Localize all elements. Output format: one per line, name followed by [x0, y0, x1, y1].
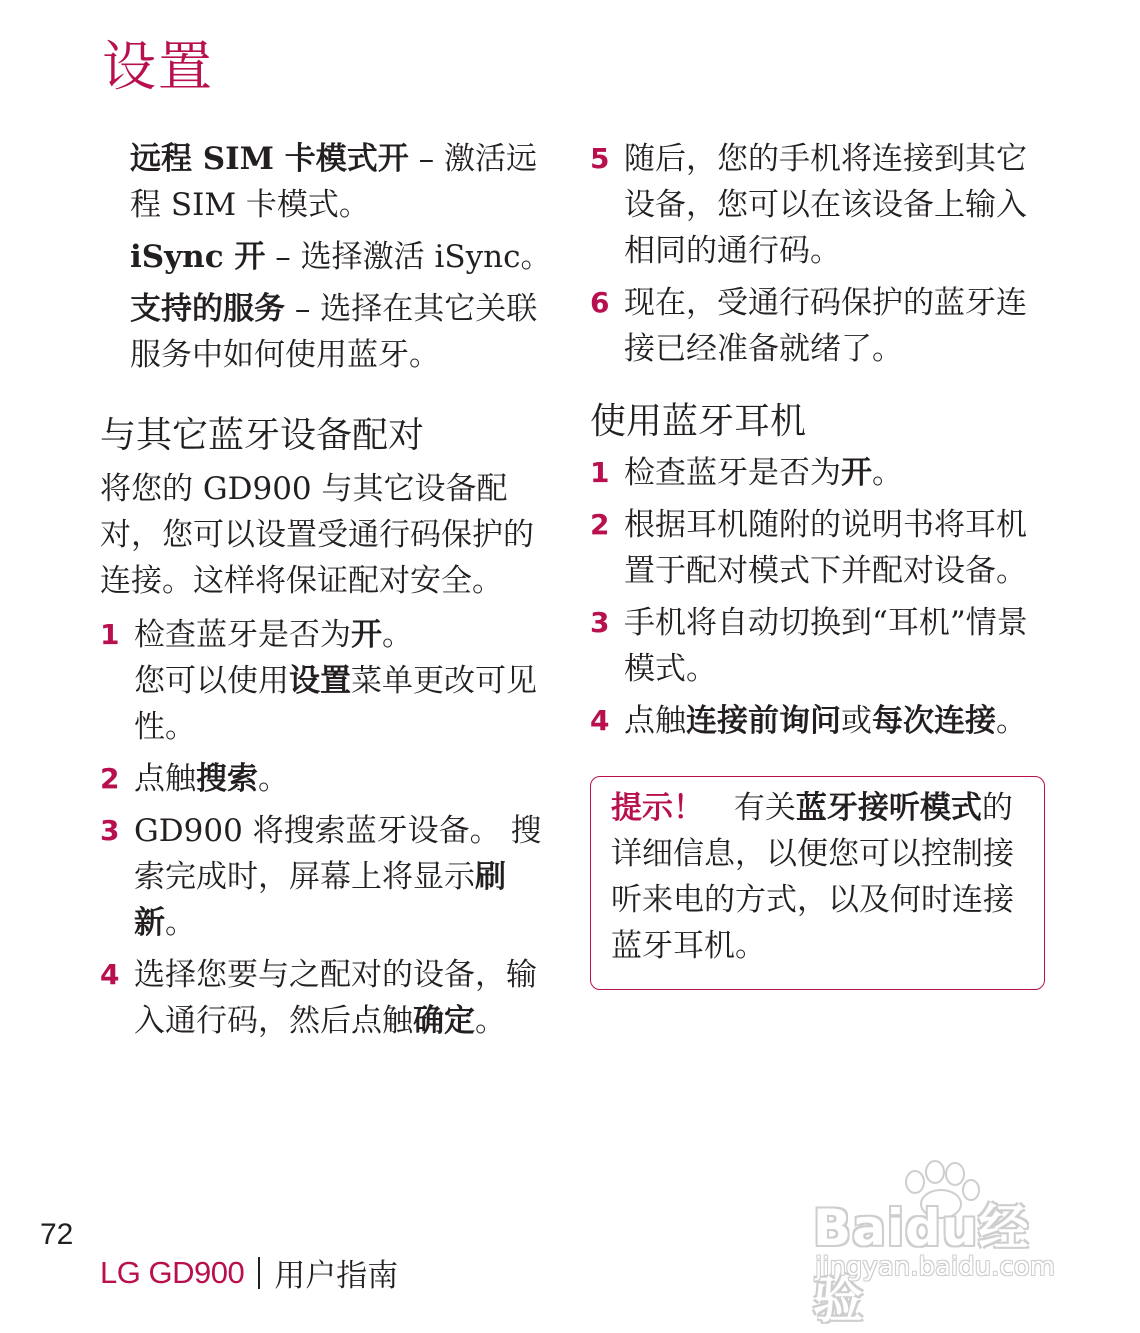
- option-isync: [130, 234, 555, 280]
- headset-step: [590, 450, 1030, 496]
- step-number: 6: [590, 286, 610, 319]
- option-desc: – 选择在其它关联服务中如何使用蓝牙。: [130, 291, 538, 373]
- right-column: [590, 136, 1030, 750]
- headset-step: [590, 502, 1030, 594]
- section-heading-pair: 与其它蓝牙设备配对: [100, 415, 425, 456]
- option-desc: – 选择激活 iSync。: [265, 239, 552, 275]
- option-remote-sim: [130, 136, 555, 228]
- step-number: 3: [590, 606, 610, 639]
- headset-step: [590, 698, 1030, 744]
- footer-model: LG GD900: [100, 1254, 245, 1290]
- tip-label: 提示！: [611, 790, 704, 826]
- step-number: 1: [100, 618, 120, 651]
- step-number: 4: [590, 704, 610, 737]
- pair-step: [100, 612, 555, 750]
- option-label: 支持的服务: [130, 291, 285, 327]
- pair-step: [590, 280, 1030, 372]
- watermark-url: jingyan.baidu.com: [815, 1252, 1055, 1282]
- option-desc: – 激活远程 SIM 卡模式。: [130, 141, 538, 223]
- step-text: 检查蓝牙是否为开。 您可以使用设置菜单更改可见性。: [134, 617, 537, 745]
- footer-guide: 用户指南: [274, 1258, 399, 1293]
- step-text: 点触连接前询问或每次连接。: [624, 703, 1027, 739]
- page-title: 设置: [102, 35, 214, 98]
- step-number: 2: [100, 762, 120, 795]
- step-number: 4: [100, 958, 120, 991]
- left-column: [100, 136, 555, 1050]
- page-number: 72: [40, 1218, 74, 1251]
- headset-step: [590, 600, 1030, 692]
- pair-step: [100, 952, 555, 1044]
- section-heading-headset: 使用蓝牙耳机: [590, 401, 807, 442]
- step-number: 1: [590, 456, 610, 489]
- step-text: 点触搜索。: [134, 761, 289, 797]
- pair-step: [100, 756, 555, 802]
- pair-step: [590, 136, 1030, 274]
- step-text: GD900 将搜索蓝牙设备。 搜索完成时，屏幕上将显示刷新。: [134, 813, 542, 941]
- pair-step: [100, 808, 555, 946]
- footer: [100, 1250, 398, 1295]
- watermark-brand: Baidu经验: [813, 1199, 1030, 1329]
- step-text: 随后，您的手机将连接到其它设备，您可以在该设备上输入相同的通行码。: [624, 141, 1027, 269]
- step-text: 手机将自动切换到“耳机”情景模式。: [624, 605, 1028, 687]
- baidu-watermark: [805, 1160, 1075, 1329]
- tip-text-a: 有关: [733, 790, 796, 826]
- option-services: [130, 286, 555, 378]
- step-number: 2: [590, 508, 610, 541]
- step-text: 根据耳机随附的说明书将耳机置于配对模式下并配对设备。: [624, 507, 1027, 589]
- step-number: 5: [590, 142, 610, 175]
- step-number: 3: [100, 814, 120, 847]
- option-label: iSync 开: [130, 239, 266, 275]
- step-text: 选择您要与之配对的设备，输入通行码，然后点触确定。: [134, 957, 537, 1039]
- tip-box: [590, 776, 1045, 990]
- tip-text-c: 的详细信息，以便您可以控制接听来电的方式，以及何时连接蓝牙耳机。: [611, 790, 1014, 964]
- options-list: [100, 136, 555, 378]
- step-text: 现在，受通行码保护的蓝牙连接已经准备就绪了。: [624, 285, 1027, 367]
- pair-intro: 将您的 GD900 与其它设备配对，您可以设置受通行码保护的连接。这样将保证配对安全。: [100, 471, 534, 599]
- tip-bold: 蓝牙接听模式: [795, 790, 982, 826]
- option-label: 远程 SIM 卡模式开: [130, 141, 409, 177]
- step-text: 检查蓝牙是否为开。: [624, 455, 903, 491]
- footer-divider: [258, 1257, 260, 1289]
